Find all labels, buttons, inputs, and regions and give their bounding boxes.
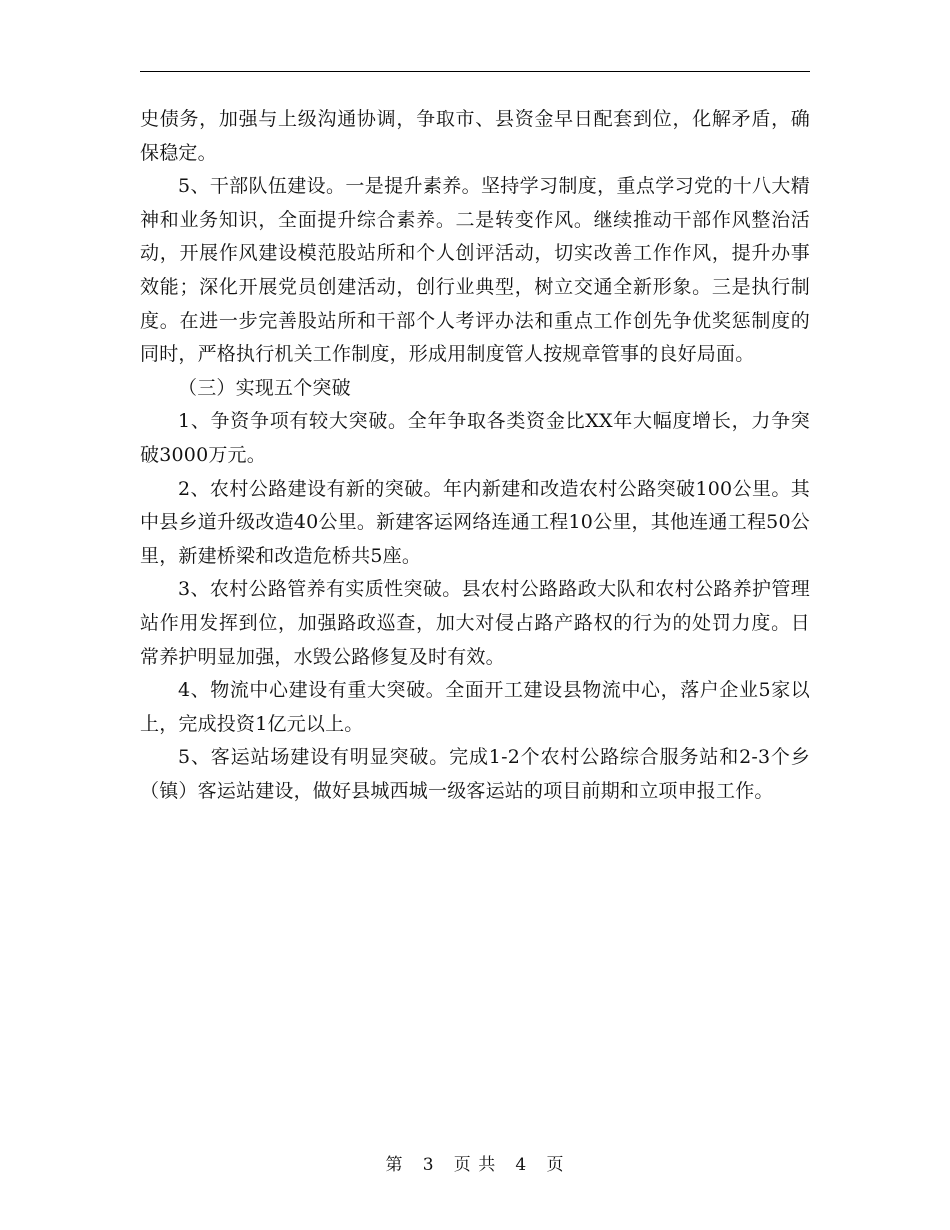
paragraph-funding-breakthrough: 1、争资争项有较大突破。全年争取各类资金比XX年大幅度增长，力争突破3000万元。 [140, 410, 810, 466]
page-footer [0, 1153, 950, 1177]
footer-prefix: 第 [385, 1155, 404, 1175]
document-body [140, 103, 810, 808]
paragraph-passenger-stations: 5、客运站场建设有明显突破。完成1-2个农村公路综合服务站和2-3个乡（镇）客运站建设，做好县城西城一级客运站的项目前期和立项申报工作。 [140, 746, 810, 802]
paragraph-rural-road-maintenance: 3、农村公路管养有实质性突破。县农村公路路政大队和农村公路养护管理站作用发挥到位，加强路政巡查，加大对侵占路产路权的行为的处罚力度。日常养护明显加强，水毁公路修复及时有效。 [140, 578, 810, 668]
section-heading-five-breakthroughs: （三）实现五个突破 [178, 376, 351, 399]
footer-middle: 页 共 [453, 1155, 497, 1175]
paragraph-cadre-team-building: 5、干部队伍建设。一是提升素养。坚持学习制度，重点学习党的十八大精神和业务知识，全面提升综合素养。二是转变作风。继续推动干部作风整治活动，开展作风建设模范股站所和个人创评活动，切实改善工作作风，提升办事效能；深化开展党员创建活动，创行业典型，树立交通全新形象。三是执行制度。在进一步完善股站所和干部个人考评办法和重点工作创先争优奖惩制度的同时，严格执行机关工作制度，形成用制度管人按规章管事的良好局面。 [140, 175, 810, 366]
footer-page-number: 3 [422, 1155, 435, 1175]
paragraph-debt-continuation: 史债务，加强与上级沟通协调，争取市、县资金早日配套到位，化解矛盾，确保稳定。 [140, 108, 810, 164]
paragraph-logistics-center: 4、物流中心建设有重大突破。全面开工建设县物流中心，落户企业5家以上，完成投资1亿元以上。 [140, 679, 810, 735]
header-rule [140, 71, 810, 72]
footer-suffix: 页 [546, 1155, 565, 1175]
paragraph-rural-road-construction: 2、农村公路建设有新的突破。年内新建和改造农村公路突破100公里。其中县乡道升级改造40公里。新建客运网络连通工程10公里，其他连通工程50公里，新建桥梁和改造危桥共5座。 [140, 477, 810, 567]
footer-total-pages: 4 [515, 1155, 528, 1175]
